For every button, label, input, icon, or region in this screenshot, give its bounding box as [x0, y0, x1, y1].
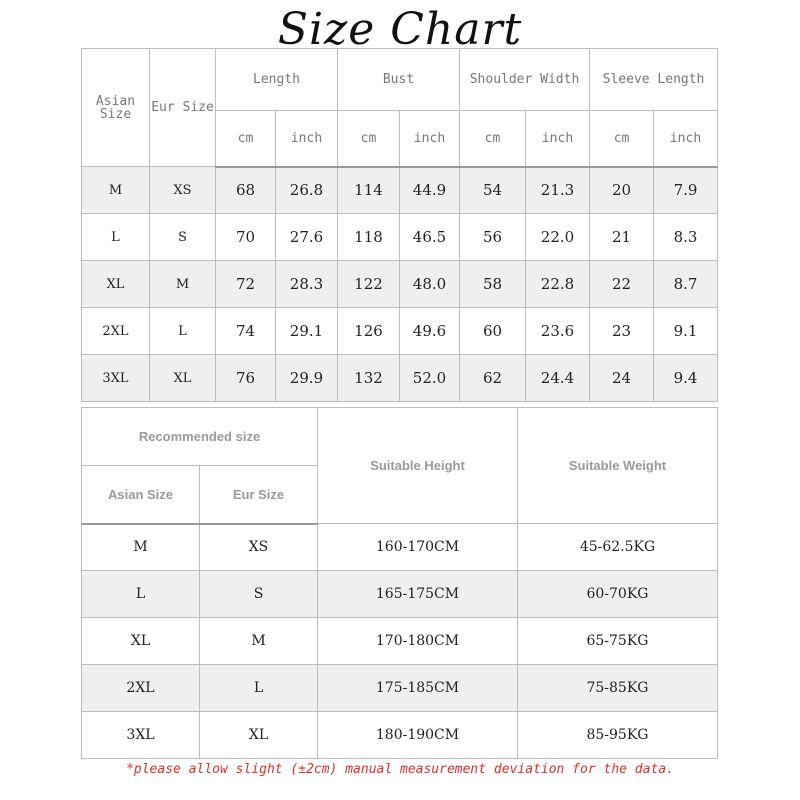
table-row	[82, 712, 718, 759]
measurement-table	[81, 48, 718, 402]
cell: 114	[338, 167, 400, 214]
header-sleeve-length: Sleeve Length	[590, 49, 718, 111]
cell: 24.4	[526, 355, 590, 402]
cell: 23	[590, 308, 654, 355]
cell: M	[82, 167, 150, 214]
cell: 75-85KG	[518, 665, 718, 712]
header-eur-size: Eur Size	[200, 466, 318, 524]
cell: M	[200, 618, 318, 665]
cell: 70	[216, 214, 276, 261]
cell: 29.1	[276, 308, 338, 355]
cell: 20	[590, 167, 654, 214]
cell: XS	[150, 167, 216, 214]
header-asian-size: Asian Size	[82, 49, 150, 167]
unit-cm: cm	[460, 111, 526, 167]
cell: 68	[216, 167, 276, 214]
unit-inch: inch	[276, 111, 338, 167]
cell: 46.5	[400, 214, 460, 261]
cell: 160-170CM	[318, 524, 518, 571]
cell: 2XL	[82, 665, 200, 712]
cell: 132	[338, 355, 400, 402]
cell: 29.9	[276, 355, 338, 402]
header-recommended-size: Recommended size	[82, 408, 318, 466]
cell: 54	[460, 167, 526, 214]
cell: 22.8	[526, 261, 590, 308]
cell: M	[150, 261, 216, 308]
cell: L	[200, 665, 318, 712]
cell: 60-70KG	[518, 571, 718, 618]
cell: 45-62.5KG	[518, 524, 718, 571]
table-row	[82, 665, 718, 712]
cell: S	[150, 214, 216, 261]
cell: 22	[590, 261, 654, 308]
cell: S	[200, 571, 318, 618]
cell: 26.8	[276, 167, 338, 214]
cell: 8.3	[654, 214, 718, 261]
cell: 49.6	[400, 308, 460, 355]
cell: L	[82, 214, 150, 261]
cell: L	[82, 571, 200, 618]
header-length: Length	[216, 49, 338, 111]
cell: 3XL	[82, 355, 150, 402]
cell: 22.0	[526, 214, 590, 261]
table-row	[82, 355, 718, 402]
cell: 180-190CM	[318, 712, 518, 759]
table-row	[82, 214, 718, 261]
cell: L	[150, 308, 216, 355]
cell: 85-95KG	[518, 712, 718, 759]
cell: 3XL	[82, 712, 200, 759]
cell: 170-180CM	[318, 618, 518, 665]
cell: 9.1	[654, 308, 718, 355]
cell: 7.9	[654, 167, 718, 214]
unit-cm: cm	[590, 111, 654, 167]
cell: 21	[590, 214, 654, 261]
cell: 72	[216, 261, 276, 308]
header-bust: Bust	[338, 49, 460, 111]
unit-inch: inch	[526, 111, 590, 167]
cell: 44.9	[400, 167, 460, 214]
cell: 76	[216, 355, 276, 402]
cell: 126	[338, 308, 400, 355]
cell: 52.0	[400, 355, 460, 402]
cell: 9.4	[654, 355, 718, 402]
cell: 28.3	[276, 261, 338, 308]
cell: XL	[200, 712, 318, 759]
table-row	[82, 524, 718, 571]
unit-cm: cm	[216, 111, 276, 167]
cell: 2XL	[82, 308, 150, 355]
cell: XL	[82, 261, 150, 308]
cell: 165-175CM	[318, 571, 518, 618]
cell: 24	[590, 355, 654, 402]
table-row	[82, 167, 718, 214]
cell: 74	[216, 308, 276, 355]
cell: XL	[150, 355, 216, 402]
cell: 175-185CM	[318, 665, 518, 712]
unit-inch: inch	[400, 111, 460, 167]
header-shoulder-width: Shoulder Width	[460, 49, 590, 111]
cell: 58	[460, 261, 526, 308]
cell: 62	[460, 355, 526, 402]
cell: 65-75KG	[518, 618, 718, 665]
cell: XL	[82, 618, 200, 665]
recommended-size-table	[81, 407, 718, 759]
header-suitable-weight: Suitable Weight	[518, 408, 718, 524]
table-row	[82, 261, 718, 308]
header-eur-size: Eur Size	[150, 49, 216, 167]
cell: 21.3	[526, 167, 590, 214]
cell: 118	[338, 214, 400, 261]
cell: 122	[338, 261, 400, 308]
cell: XS	[200, 524, 318, 571]
table-row	[82, 571, 718, 618]
measurement-note: *please allow slight (±2cm) manual measurement deviation for the data.	[126, 762, 674, 777]
header-suitable-height: Suitable Height	[318, 408, 518, 524]
cell: 8.7	[654, 261, 718, 308]
cell: 48.0	[400, 261, 460, 308]
cell: 60	[460, 308, 526, 355]
unit-cm: cm	[338, 111, 400, 167]
table-row	[82, 618, 718, 665]
table-row	[82, 308, 718, 355]
unit-inch: inch	[654, 111, 718, 167]
page-title: Size Chart	[277, 4, 523, 55]
cell: 23.6	[526, 308, 590, 355]
cell: 56	[460, 214, 526, 261]
header-asian-size: Asian Size	[82, 466, 200, 524]
cell: 27.6	[276, 214, 338, 261]
cell: M	[82, 524, 200, 571]
